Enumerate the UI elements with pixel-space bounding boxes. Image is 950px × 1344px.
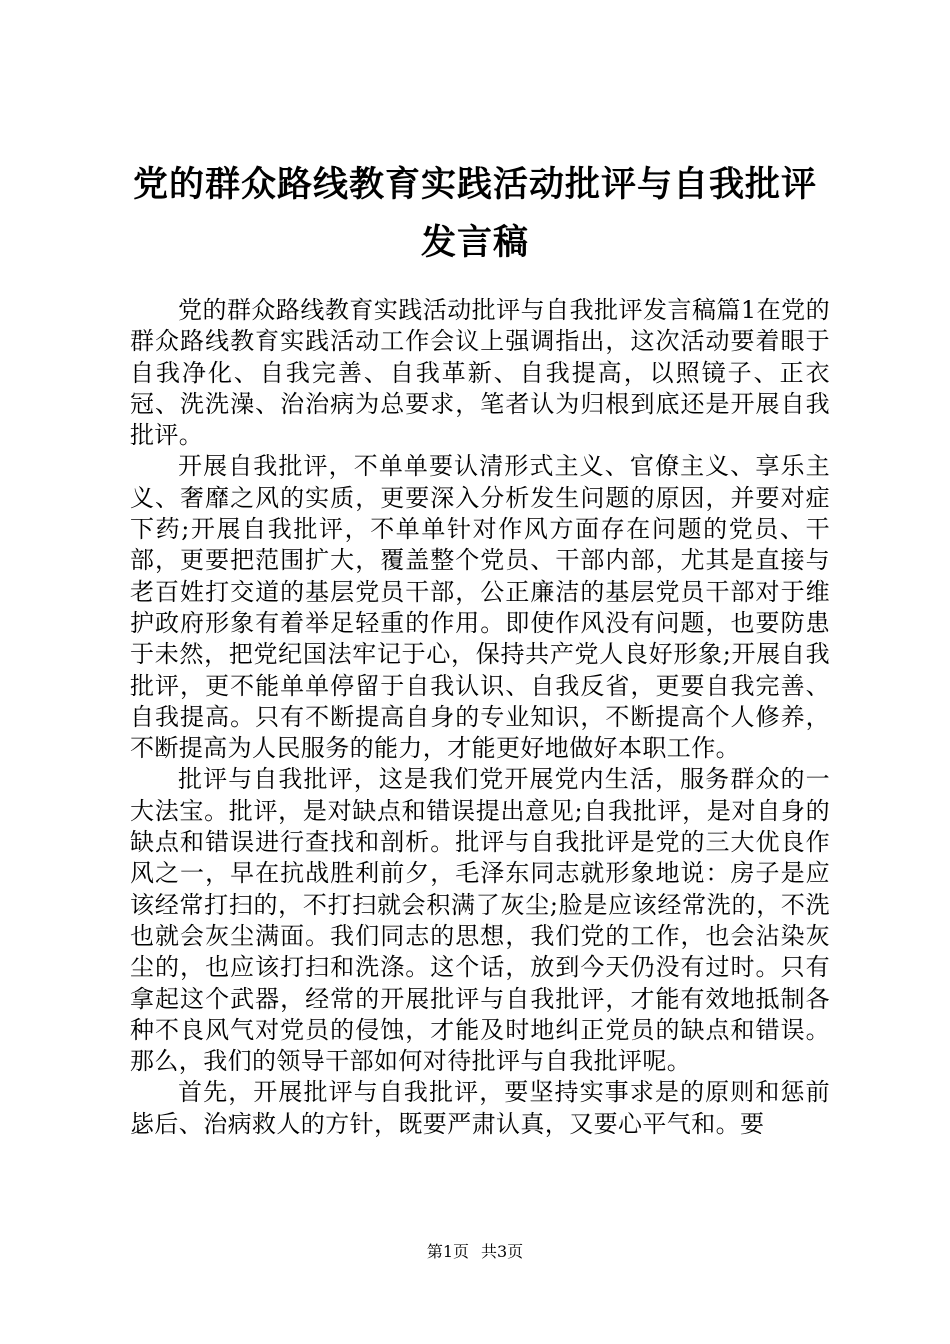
document-body xyxy=(130,295,830,1140)
paragraph-3: 批评与自我批评，这是我们党开展党内生活，服务群众的一大法宝。批评，是对缺点和错误提出意见;自我批评，是对自身的缺点和错误进行查找和剖析。批评与自我批评是党的三大优良作风之一，早在抗战胜利前夕，毛泽东同志就形象地说：房子是应该经常打扫的，不打扫就会积满了灰尘;脸是应该经常洗的，不洗也就会灰尘满面。我们同志的思想，我们党的工作，也会沾染灰尘的，也应该打扫和洗涤。这个话，放到今天仍没有过时。只有拿起这个武器，经常的开展批评与自我批评，才能有效地抵制各种不良风气对党员的侵蚀，才能及时地纠正党员的缺点和错误。那么，我们的领导干部如何对待批评与自我批评呢。 xyxy=(130,765,830,1076)
page-footer xyxy=(0,1242,950,1262)
page-total: 共3页 xyxy=(481,1242,524,1261)
paragraph-4: 首先，开展批评与自我批评，要坚持实事求是的原则和惩前毖后、治病救人的方针，既要严肃认真，又要心平气和。要 xyxy=(130,1078,830,1138)
paragraph-1: 党的群众路线教育实践活动批评与自我批评发言稿篇1在党的群众路线教育实践活动工作会议上强调指出，这次活动要着眼于自我净化、自我完善、自我革新、自我提高，以照镜子、正衣冠、洗洗澡、治治病为总要求，笔者认为归根到底还是开展自我批评。 xyxy=(130,296,830,450)
document-title: 党的群众路线教育实践活动批评与自我批评发言稿 xyxy=(132,165,817,263)
page-number: 第1页 xyxy=(426,1242,469,1261)
paragraph-2: 开展自我批评，不单单要认清形式主义、官僚主义、享乐主义、奢靡之风的实质，更要深入分析发生问题的原因，并要对症下药;开展自我批评，不单单针对作风方面存在问题的党员、干部，更要把范围扩大，覆盖整个党员、干部内部，尤其是直接与老百姓打交道的基层党员干部，公正廉洁的基层党员干部对于维护政府形象有着举足轻重的作用。即使作风没有问题，也要防患于未然，把党纪国法牢记于心，保持共产党人良好形象;开展自我批评，更不能单单停留于自我认识、自我反省，更要自我完善、自我提高。只有不断提高自身的专业知识，不断提高个人修养，不断提高为人民服务的能力，才能更好地做好本职工作。 xyxy=(130,452,830,763)
